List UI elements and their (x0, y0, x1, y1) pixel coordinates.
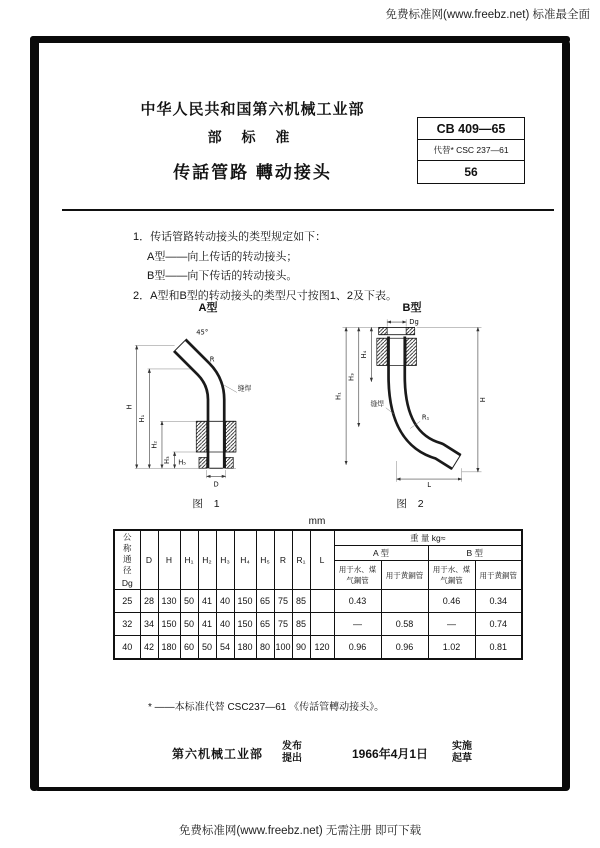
dim-label-h1: H₁ (334, 392, 343, 400)
cell: 75 (274, 613, 292, 636)
paragraph-1a: A型——向上传话的转动接头； (147, 250, 298, 263)
dg-sub-label: Dg (121, 578, 133, 589)
cell: 130 (158, 590, 180, 613)
date-roles (452, 741, 472, 765)
paragraph-1: 1．传话管路转动接头的类型规定如下： (133, 231, 327, 243)
figure-1-type-label: A型 (198, 302, 218, 314)
cell: 50 (180, 590, 198, 613)
cell-weight (381, 590, 428, 613)
cell: 41 (198, 613, 216, 636)
union-nut-hatch-left (377, 338, 387, 365)
figure-2-caption: 图 2 (396, 498, 428, 510)
dim-label-d: D (213, 480, 219, 489)
scan-border-left (30, 36, 39, 791)
cell-weight: 0.74 (475, 613, 522, 636)
col-header-h4: H₄ (234, 530, 256, 590)
cell: 65 (256, 613, 274, 636)
cell: 40 (216, 590, 234, 613)
table-row (114, 590, 522, 613)
cell: 150 (234, 613, 256, 636)
figure-2-drawing (326, 313, 498, 489)
use-steel-header-b: 用于水、煤气鋼管 (428, 561, 475, 590)
col-header-r1: R₁ (292, 530, 310, 590)
cell-dg: 32 (114, 613, 140, 636)
col-header-h3: H₃ (216, 530, 234, 590)
cell: 80 (256, 636, 274, 660)
cell: 120 (310, 636, 334, 660)
cell-weight: 1.02 (428, 636, 475, 660)
standard-number-box (417, 117, 525, 184)
cell-dg: 40 (114, 636, 140, 660)
cell: 50 (198, 636, 216, 660)
dim-label-l: L (427, 481, 432, 489)
date-role-implement: 实施 (452, 741, 472, 752)
col-header-h2: H₂ (198, 530, 216, 590)
document-title: 传話管路 轉动接头 (173, 163, 332, 182)
org-role-propose: 提出 (282, 753, 302, 764)
col-header-l: L (310, 530, 334, 590)
cell-weight: 0.43 (334, 590, 381, 613)
paragraph-1b: B型——向下传话的转动接头。 (147, 270, 298, 282)
figures-row (113, 299, 507, 511)
date-role-draft: 起草 (452, 753, 472, 764)
use-brass-header-a: 用于黄銅管 (381, 561, 428, 590)
header-divider (62, 209, 554, 211)
figure-1-drawing (122, 313, 294, 489)
dim-label-h4: H₄ (359, 350, 368, 359)
cell: 28 (140, 590, 158, 613)
col-header-h5: H₅ (256, 530, 274, 590)
figure-2 (317, 299, 507, 511)
body-text (133, 228, 533, 306)
dim-label-h2: H₂ (150, 440, 159, 449)
cell: 40 (216, 613, 234, 636)
cell: 90 (292, 636, 310, 660)
use-steel-header-a: 用于水、煤气鋼管 (334, 561, 381, 590)
use-brass-header-b: 用于黄銅管 (475, 561, 522, 590)
cell: 60 (180, 636, 198, 660)
col-header-d: D (140, 530, 158, 590)
effective-date: 1966年4月1日 (352, 747, 429, 761)
dim-label-h3: H₃ (347, 373, 356, 381)
dim-label-h: H (125, 404, 134, 410)
top-flange-hatch-right (406, 327, 415, 334)
dim-label-dg: Dg (409, 317, 419, 326)
org-role-publish: 发布 (282, 741, 302, 752)
type-a-header: A 型 (334, 546, 428, 561)
weld-label: 缝焊 (370, 399, 385, 408)
scan-border-bottom (36, 787, 567, 791)
org-roles (282, 741, 302, 765)
dimension-table (113, 529, 523, 660)
top-flange-hatch-left (379, 327, 388, 334)
standard-page-number: 56 (464, 165, 478, 179)
watermark-top: 免费标准网(www.freebz.net) 标准最全面 (385, 9, 590, 21)
dim-label-h5: H₅ (178, 458, 187, 467)
watermark-bottom: 免费标准网(www.freebz.net) 无需注册 即可下载 (178, 825, 422, 837)
weld-label: 缝焊 (237, 384, 252, 393)
cell (310, 613, 334, 636)
dim-label-h3: H₃ (163, 456, 172, 465)
cell: 85 (292, 613, 310, 636)
cell: 100 (274, 636, 292, 660)
cell: 34 (140, 613, 158, 636)
cell-weight: 0.81 (475, 636, 522, 660)
cell-dg: 25 (114, 590, 140, 613)
table-unit-label: mm (308, 516, 326, 527)
dim-label-h1: H₁ (137, 414, 146, 423)
cell-weight: 0.96 (381, 636, 428, 660)
col-header-h1: H₁ (180, 530, 198, 590)
cell: 180 (158, 636, 180, 660)
cell-weight: 0.58 (381, 613, 428, 636)
dg-label: 公称通径 (122, 532, 132, 576)
cell: 65 (256, 590, 274, 613)
cell-weight: — (428, 613, 475, 636)
cell: 41 (198, 590, 216, 613)
dim-label-h: H (479, 397, 488, 403)
angle-label: 45° (196, 328, 209, 337)
scan-border-top (30, 36, 570, 43)
dim-label-r: R (209, 355, 215, 364)
cell: 75 (274, 590, 292, 613)
union-nut-hatch-left (196, 421, 206, 452)
cell-weight: — (334, 613, 381, 636)
cell: 54 (216, 636, 234, 660)
cell: 85 (292, 590, 310, 613)
dim-label-r1: R₁ (421, 413, 430, 422)
col-header-r: R (274, 530, 292, 590)
col-header-dg (114, 530, 140, 590)
footnote: * ——本标准代替 CSC237—61 《传話管轉动接头》。 (148, 702, 385, 713)
paragraph-2: 2．A型和B型的转动接头的类型尺寸按图1、2及下表。 (133, 289, 398, 302)
ministry-name: 中华人民共和国第六机械工业部 (140, 101, 365, 118)
scan-border-right (562, 40, 570, 791)
standard-type: 部 标 准 (207, 129, 298, 145)
cell-weight: 0.34 (475, 590, 522, 613)
standard-replaces: 代替* CSC 237—61 (418, 140, 524, 161)
standard-code: CB 409—65 (418, 118, 524, 140)
figure-1 (113, 299, 303, 511)
figure-1-caption: 图 1 (192, 498, 224, 510)
cell: 150 (234, 590, 256, 613)
table-row (114, 636, 522, 660)
union-nut-hatch-right (406, 338, 416, 365)
dimension-table-wrap (113, 516, 521, 660)
cell: 180 (234, 636, 256, 660)
union-nut-hatch-right (226, 421, 236, 452)
cell: 50 (180, 613, 198, 636)
cell: 150 (158, 613, 180, 636)
weight-group-header: 重 量 kg≈ (334, 530, 522, 546)
table-row (114, 613, 522, 636)
cell: 42 (140, 636, 158, 660)
header-row-1 (114, 530, 522, 546)
cell-weight: 0.46 (428, 590, 475, 613)
cell (310, 590, 334, 613)
cell-weight: 0.96 (334, 636, 381, 660)
col-header-h: H (158, 530, 180, 590)
figure-2-type-label: B型 (402, 302, 422, 314)
type-b-header: B 型 (428, 546, 522, 561)
issuing-org: 第六机械工业部 (172, 747, 264, 761)
